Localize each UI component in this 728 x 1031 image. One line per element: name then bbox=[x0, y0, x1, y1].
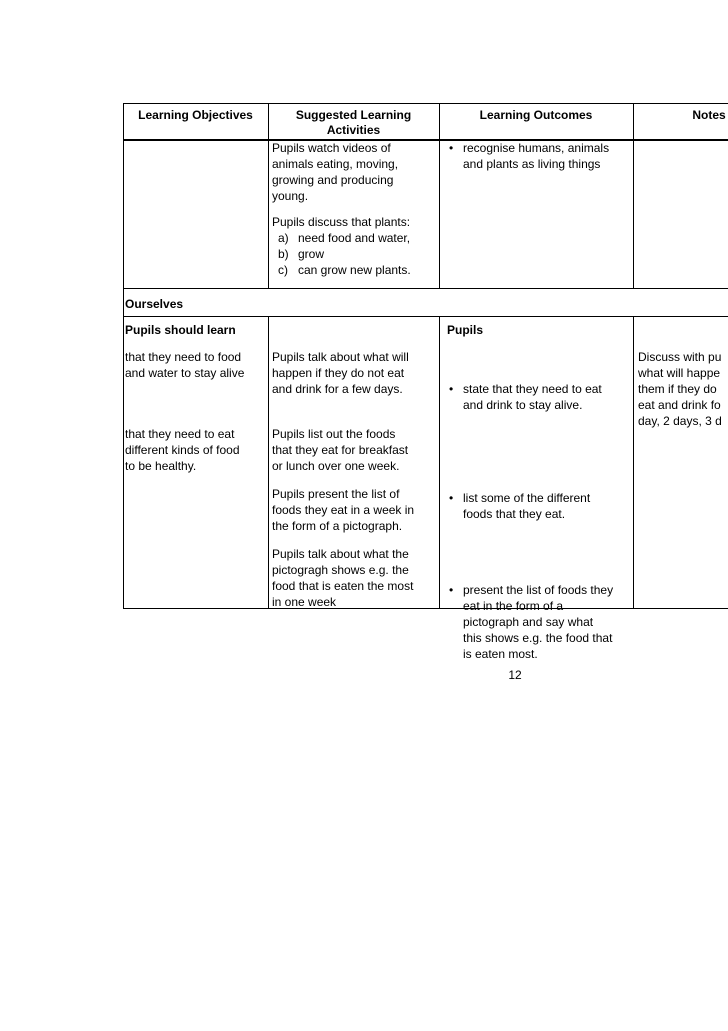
list-item: b) grow bbox=[278, 247, 325, 261]
text-line: or lunch over one week. bbox=[272, 459, 400, 473]
rule-top bbox=[123, 103, 728, 104]
text-line: is eaten most. bbox=[463, 647, 538, 661]
row3-outcome1 bbox=[449, 490, 643, 522]
text-line: • present the list of foods they bbox=[463, 583, 614, 597]
header-suggested-activities bbox=[268, 107, 439, 137]
text-line: • recognise humans, animals bbox=[463, 141, 610, 155]
row2-objective bbox=[125, 349, 267, 381]
text-line: and drink for a few days. bbox=[272, 382, 403, 396]
row3-activities bbox=[272, 426, 437, 610]
row2-activity bbox=[272, 349, 437, 397]
header-notes: Notes bbox=[692, 108, 726, 122]
header-activities-line2: Activities bbox=[326, 123, 381, 137]
text-line: pictogragh shows e.g. the bbox=[272, 563, 409, 577]
text-line: Pupils discuss that plants: bbox=[272, 215, 411, 229]
rule-section-bottom bbox=[123, 316, 728, 317]
text-line: eat in the form of a bbox=[463, 599, 564, 613]
list-item: a) need food and water, bbox=[278, 231, 411, 245]
text-line: and drink to stay alive. bbox=[463, 398, 583, 412]
text-line: young. bbox=[272, 189, 309, 203]
text-line: day, 2 days, 3 d bbox=[638, 414, 722, 428]
text-line: • state that they need to eat bbox=[463, 382, 602, 396]
text-line: eat and drink fo bbox=[638, 398, 721, 412]
text-line: animals eating, moving, bbox=[272, 157, 399, 171]
row2-outcome bbox=[449, 381, 643, 413]
text-line: foods that they eat. bbox=[463, 507, 566, 521]
row1-outcome bbox=[449, 140, 643, 172]
text-line: that they need to eat bbox=[125, 427, 235, 441]
text-line: Discuss with pu bbox=[638, 350, 722, 364]
header-learning-outcomes: Learning Outcomes bbox=[479, 108, 593, 122]
text-line: what will happe bbox=[638, 366, 721, 380]
text-line: in one week bbox=[272, 595, 337, 609]
syllabus-table bbox=[123, 103, 728, 661]
rule-row1-bottom bbox=[123, 288, 728, 289]
rule-col2 bbox=[439, 103, 440, 289]
text-line: Pupils talk about what will bbox=[272, 350, 409, 364]
text-line: happen if they do not eat bbox=[272, 366, 405, 380]
text-line: them if they do bbox=[638, 382, 717, 396]
rule-col1-lower bbox=[268, 316, 269, 609]
rule-col3-lower bbox=[633, 316, 634, 609]
rule-col3 bbox=[633, 103, 634, 289]
rule-col2-lower bbox=[439, 316, 440, 609]
row2-notes bbox=[638, 349, 728, 429]
text-line: this shows e.g. the food that bbox=[463, 631, 613, 645]
text-line: that they eat for breakfast bbox=[272, 443, 409, 457]
list-item: c) can grow new plants. bbox=[278, 263, 411, 277]
text-line: Pupils talk about what the bbox=[272, 547, 409, 561]
text-line: that they need to food bbox=[125, 350, 242, 364]
header-learning-objectives: Learning Objectives bbox=[138, 108, 253, 122]
text-line: growing and producing bbox=[272, 173, 394, 187]
section-title: Ourselves bbox=[125, 297, 184, 311]
row3-outcome2 bbox=[449, 582, 647, 662]
text-line: different kinds of food bbox=[125, 443, 240, 457]
subheader-outcomes: Pupils bbox=[447, 323, 484, 337]
rule-left bbox=[123, 103, 124, 609]
text-line: food that is eaten the most bbox=[272, 579, 414, 593]
row1-activities bbox=[272, 140, 437, 278]
text-line: Pupils list out the foods bbox=[272, 427, 396, 441]
page-number: 12 bbox=[508, 668, 522, 682]
row3-objective bbox=[125, 426, 267, 474]
text-line: to be healthy. bbox=[125, 459, 197, 473]
text-line: Pupils present the list of bbox=[272, 487, 400, 501]
header-activities-line1: Suggested Learning bbox=[295, 108, 412, 122]
text-line: pictograph and say what bbox=[463, 615, 594, 629]
text-line: foods they eat in a week in bbox=[272, 503, 415, 517]
text-line: and water to stay alive bbox=[125, 366, 245, 380]
text-line: Pupils watch videos of bbox=[272, 141, 391, 155]
text-line: • list some of the different bbox=[463, 491, 591, 505]
text-line: and plants as living things bbox=[463, 157, 601, 171]
text-line: the form of a pictograph. bbox=[272, 519, 403, 533]
subheader-objectives: Pupils should learn bbox=[125, 323, 236, 337]
